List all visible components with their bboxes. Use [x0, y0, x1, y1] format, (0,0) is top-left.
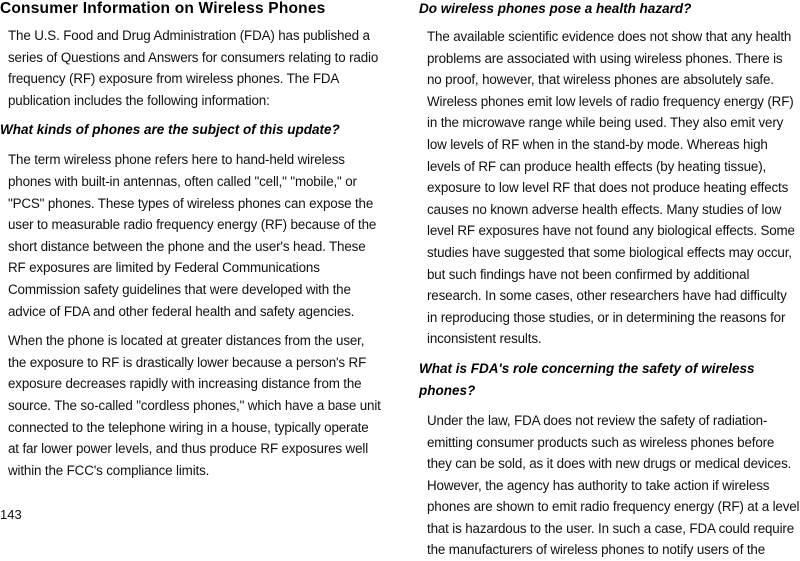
page-number: 143 — [0, 507, 22, 522]
section-heading-fda-role: What is FDA's role concerning the safety of wireless phones? — [419, 360, 755, 398]
paragraph-phone-types: The term wireless phone refers here to hand-held wireless phones with built-in antennas, often called "cell," "mobile," or "PCS" phones. These types of wireless phones can expose the user to measurable radio frequency energy (RF) because of the short distance between the phone and the user's head. These RF exposures are limited by Federal Communications Commission safety guidelines that were developed with the advice of FDA and other federal health and safety agencies. — [8, 152, 377, 319]
paragraph-distance-exposure: When the phone is located at greater distances from the user, the exposure to RF is drastically lower because a person's RF exposure decreases rapidly with increasing distance from the source. The so-called "cordless phones," which have a base unit connected to the telephone wiring in a house, typically operate at far lower power levels, and thus produce RF exposures well within the FCC's compliance limits. — [8, 333, 381, 478]
section-heading-health-hazard: Do wireless phones pose a health hazard? — [419, 1, 692, 16]
left-column — [0, 0, 382, 481]
paragraph-fda-role: Under the law, FDA does not review the safety of radiation-emitting consumer products such as wireless phones before they can be sold, as it does with new drugs or medical devices. However, the agency has authority to take action if wireless phones are shown to emit radio frequency energy (RF) at a level that is hazardous to the user. In such a case, FDA could require the manufacturers of wireless phones to notify users of the — [427, 412, 800, 558]
section-heading-phone-types: What kinds of phones are the subject of this update? — [0, 122, 340, 138]
paragraph-health-hazard: The available scientific evidence does not show that any health problems are associated with using wireless phones. There is no proof, however, that wireless phones are absolutely safe. Wireless phones emit low levels of radio frequency energy (RF) in the microwave range while being used. They also emit very low levels of RF when in the stand-by mode. Whereas high levels of RF can produce health effects (by heating tissue), exposure to low level RF that does not produce heating effects causes no known adverse health effects. Many studies of low level RF exposures have not found any biological effects. Some studies have suggested that some biological effects may occur, but such findings have not been confirmed by additional research. In some cases, other researchers have had difficulty in reproducing those studies, or in determining the reasons for inconsistent results. — [427, 29, 795, 347]
right-column — [419, 0, 800, 561]
intro-paragraph: The U.S. Food and Drug Administration (FDA) has published a series of Questions and Answers for consumers relating to radio frequency (RF) exposure from wireless phones. The FDA publication includes the following information: — [8, 28, 379, 108]
page-title: Consumer Information on Wireless Phones — [0, 0, 326, 17]
